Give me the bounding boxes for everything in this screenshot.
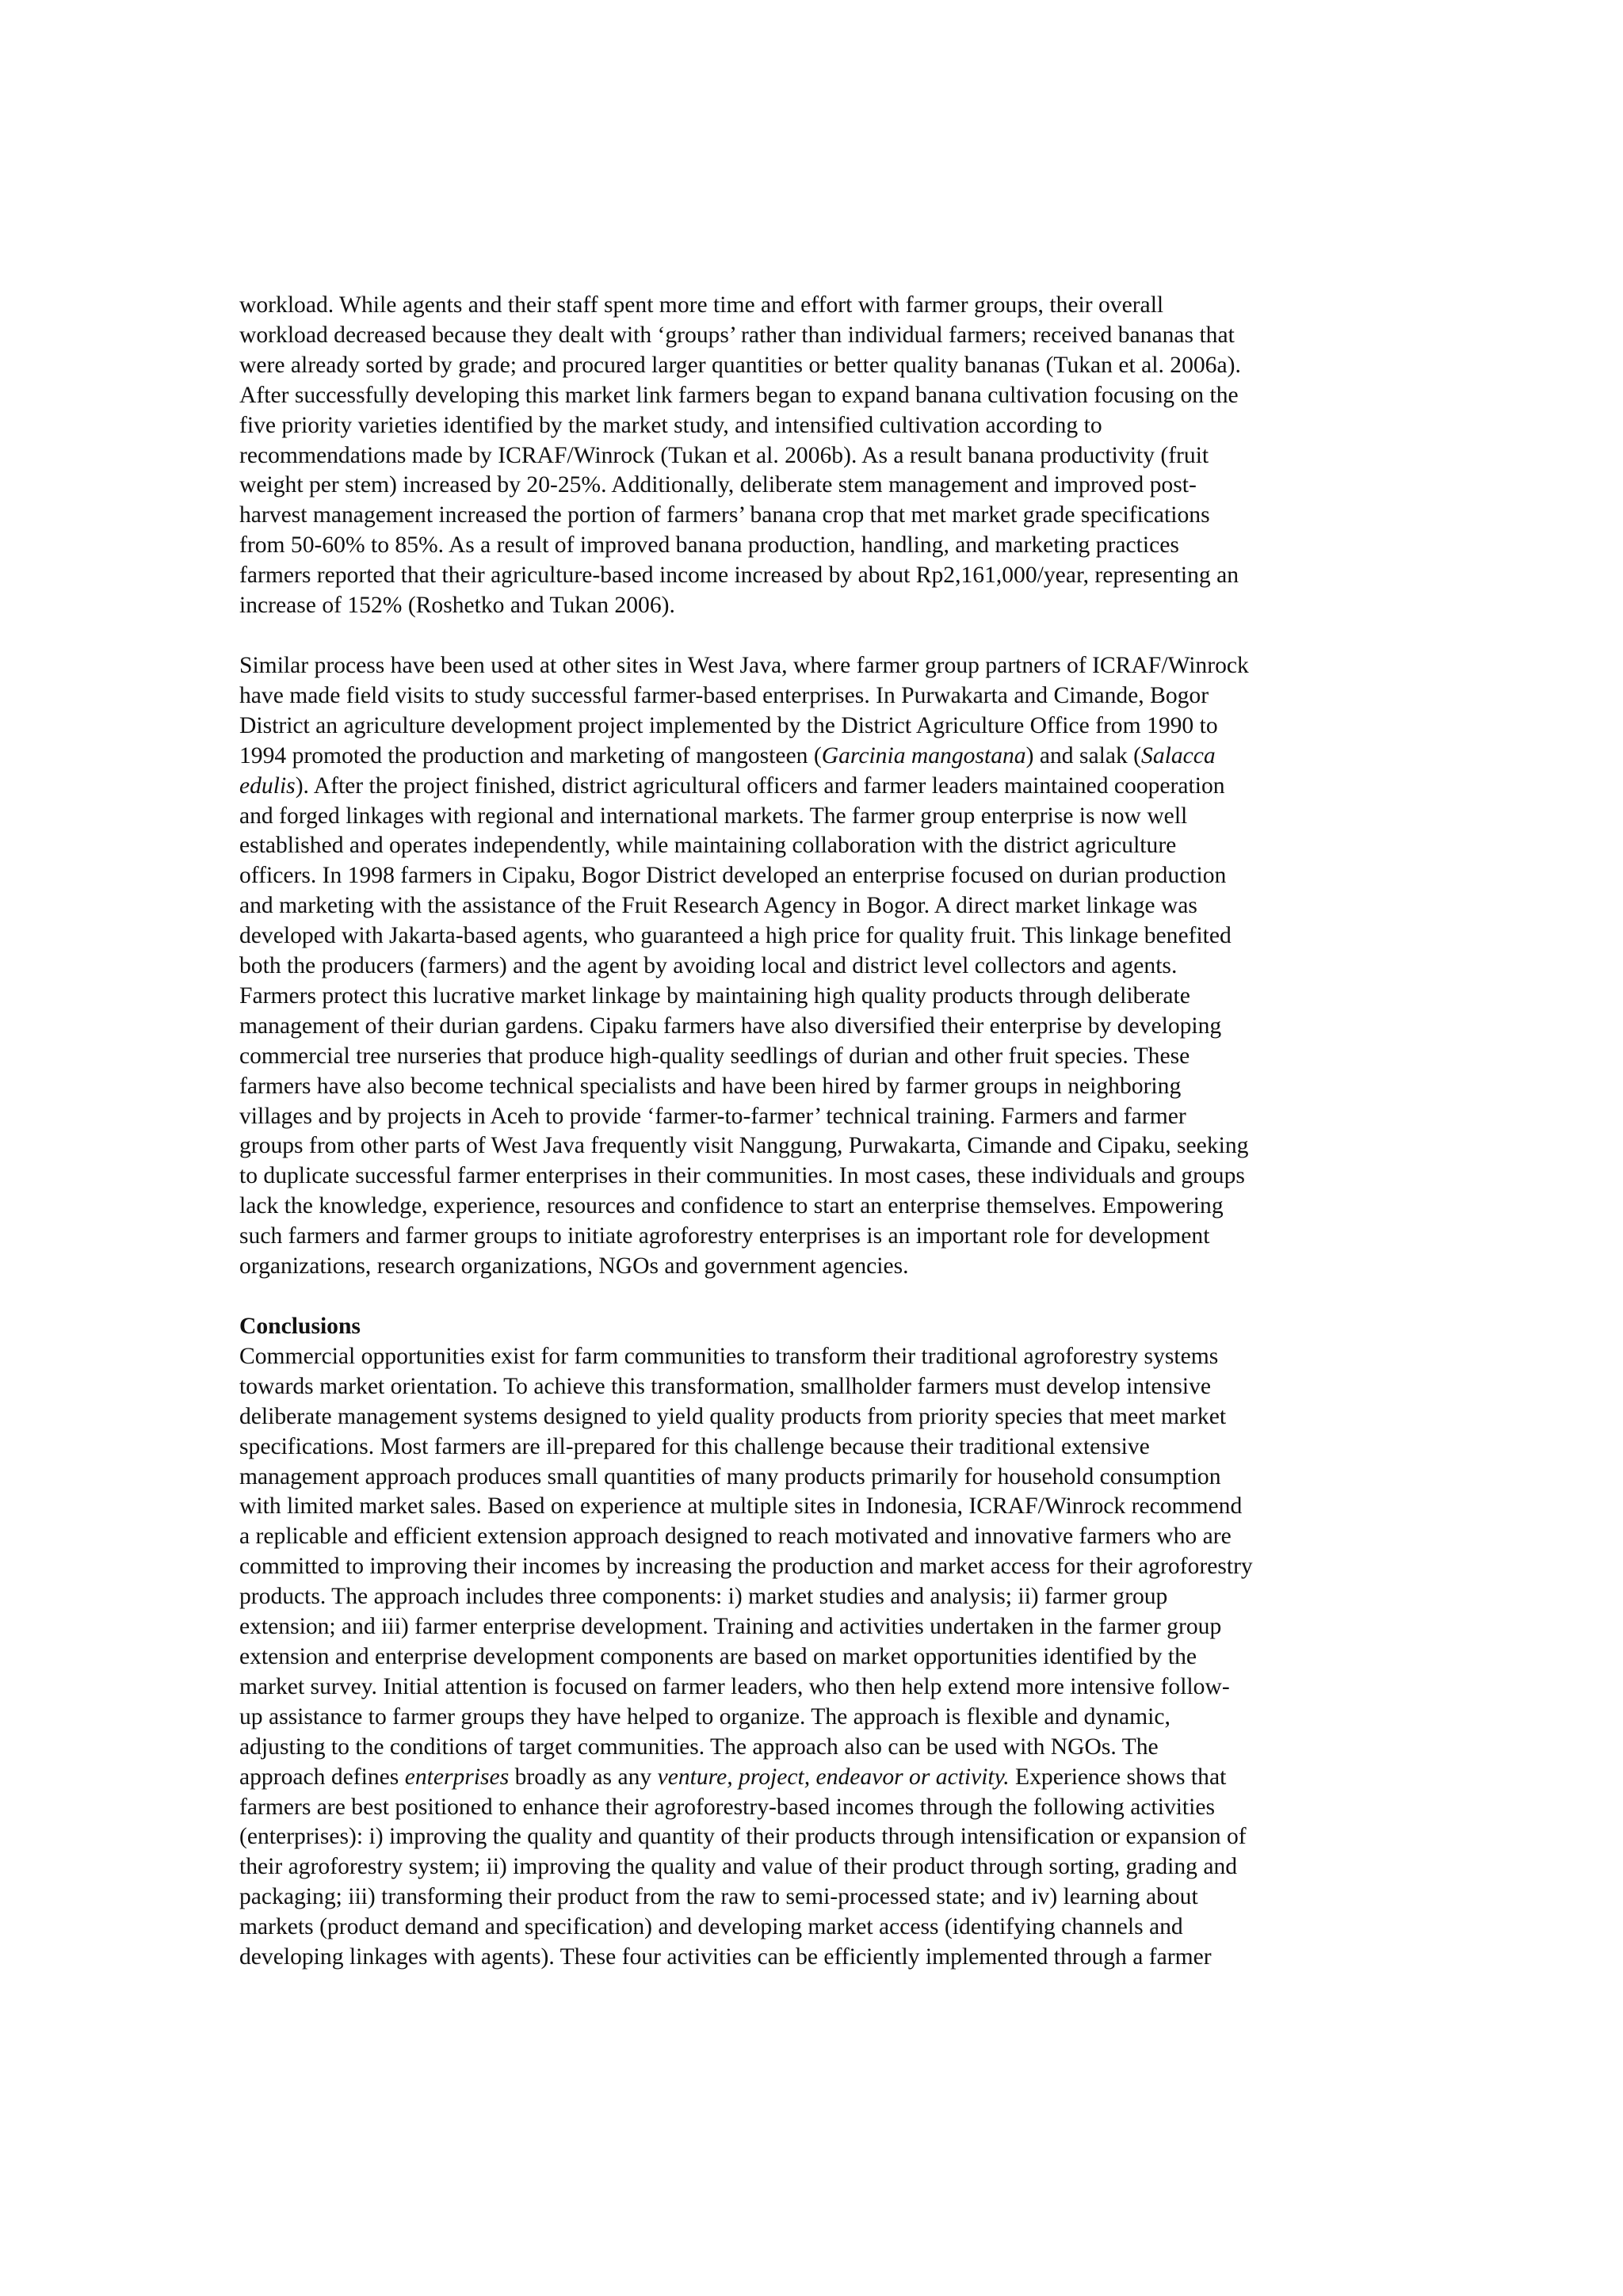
text-line: After successfully developing this market link farmers began to expand banana cultivation focusing on the [239, 382, 1239, 408]
text-line: have made field visits to study successful farmer-based enterprises. In Purwakarta and Cimande, Bogor [239, 682, 1209, 708]
text-line: groups from other parts of West Java frequently visit Nanggung, Purwakarta, Cimande and Cipaku, seeking [239, 1133, 1249, 1159]
text-line: Similar process have been used at other sites in West Java, where farmer group partners of ICRAF/Winrock [239, 652, 1249, 678]
text-line: five priority varieties identified by the market study, and intensified cultivation according to [239, 412, 1102, 438]
text-line: such farmers and farmer groups to initiate agroforestry enterprises is an important role for development [239, 1223, 1210, 1249]
text-line: officers. In 1998 farmers in Cipaku, Bogor District developed an enterprise focused on durian production [239, 863, 1227, 889]
text-line: and marketing with the assistance of the Fruit Research Agency in Bogor. A direct market linkage was [239, 893, 1197, 919]
text-line: villages and by projects in Aceh to provide ‘farmer-to-farmer’ technical training. Farmers and farmer [239, 1103, 1186, 1129]
text-line: workload. While agents and their staff spent more time and effort with farmer groups, their overall [239, 292, 1164, 318]
paragraph-gap [239, 1282, 1388, 1312]
text-line [239, 742, 1388, 772]
species-name-mangosteen: Garcinia mangostana [821, 742, 1026, 769]
text-run: 1994 promoted the production and marketing of mangosteen ( [239, 742, 822, 769]
italic-term-definition: venture, project, endeavor or activity. [657, 1764, 1010, 1790]
text-line: deliberate management systems designed to yield quality products from priority species that meet market [239, 1403, 1227, 1429]
text-line: weight per stem) increased by 20-25%. Additionally, deliberate stem management and improved post- [239, 472, 1197, 498]
document-page [239, 291, 1388, 1973]
text-line: harvest management increased the portion of farmers’ banana crop that met market grade specifications [239, 502, 1210, 528]
text-line: up assistance to farmer groups they have helped to organize. The approach is flexible and dynamic, [239, 1703, 1170, 1730]
text-line: with limited market sales. Based on experience at multiple sites in Indonesia, ICRAF/Winrock recommend [239, 1493, 1243, 1520]
paragraph-conclusions [239, 1342, 1388, 1973]
text-line: Commercial opportunities exist for farm communities to transform their traditional agroforestry systems [239, 1343, 1219, 1369]
text-line: both the producers (farmers) and the agent by avoiding local and district level collectors and agents. [239, 953, 1178, 979]
section-heading-conclusions: Conclusions [239, 1314, 361, 1339]
text-line: committed to improving their incomes by increasing the production and market access for their agroforestry [239, 1554, 1253, 1580]
text-line: extension and enterprise development components are based on market opportunities identified by the [239, 1643, 1197, 1669]
text-line: established and operates independently, while maintaining collaboration with the district agriculture [239, 833, 1177, 859]
text-line: markets (product demand and specification) and developing market access (identifying channels and [239, 1914, 1183, 1940]
text-line: workload decreased because they dealt with ‘groups’ rather than individual farmers; received bananas that [239, 322, 1235, 348]
text-line: farmers are best positioned to enhance their agroforestry-based incomes through the following activities [239, 1794, 1216, 1820]
text-line: were already sorted by grade; and procured larger quantities or better quality bananas (Tukan et al. 2006a). [239, 352, 1241, 378]
text-line: Farmers protect this lucrative market linkage by maintaining high quality products through deliberate [239, 982, 1190, 1009]
text-run: Experience shows that [1009, 1764, 1227, 1790]
text-line: adjusting to the conditions of target communities. The approach also can be used with NGOs. The [239, 1733, 1159, 1760]
text-line: market survey. Initial attention is focused on farmer leaders, who then help extend more intensive follow- [239, 1673, 1230, 1699]
text-line: towards market orientation. To achieve this transformation, smallholder farmers must develop intensive [239, 1373, 1212, 1399]
text-line: a replicable and efficient extension approach designed to reach motivated and innovative farmers who are [239, 1524, 1232, 1550]
text-line [239, 1763, 1388, 1793]
text-line: from 50-60% to 85%. As a result of improved banana production, handling, and marketing practices [239, 532, 1179, 559]
text-line: (enterprises): i) improving the quality and quantity of their products through intensification or expansion of [239, 1824, 1247, 1850]
text-line: products. The approach includes three components: i) market studies and analysis; ii) farmer group [239, 1584, 1168, 1610]
text-line: specifications. Most farmers are ill-prepared for this challenge because their traditional extensive [239, 1433, 1150, 1459]
species-name-salak-epithet: edulis [239, 772, 296, 799]
text-line: District an agriculture development project implemented by the District Agriculture Office from 1990 to [239, 712, 1218, 738]
paragraph-west-java [239, 651, 1388, 1282]
text-line: packaging; iii) transforming their product from the raw to semi-processed state; and iv) learning about [239, 1884, 1198, 1910]
paragraph-gap [239, 621, 1388, 651]
text-run: ). After the project finished, district agricultural officers and farmer leaders maintained cooperation [295, 772, 1225, 799]
text-line: to duplicate successful farmer enterprises in their communities. In most cases, these individuals and groups [239, 1163, 1245, 1189]
text-line: developed with Jakarta-based agents, who guaranteed a high price for quality fruit. This linkage benefited [239, 923, 1232, 949]
text-run: broadly as any [509, 1764, 658, 1790]
text-line: farmers have also become technical specialists and have been hired by farmer groups in neighboring [239, 1073, 1182, 1099]
text-line: increase of 152% (Roshetko and Tukan 2006). [239, 593, 675, 619]
text-line: commercial tree nurseries that produce high-quality seedlings of durian and other fruit species. These [239, 1043, 1190, 1069]
text-run: approach defines [239, 1764, 405, 1790]
italic-term-enterprises: enterprises [404, 1764, 510, 1790]
text-line: their agroforestry system; ii) improving the quality and value of their product through sorting, grading and [239, 1854, 1238, 1880]
text-line: recommendations made by ICRAF/Winrock (Tukan et al. 2006b). As a result banana productivity (fruit [239, 442, 1209, 468]
text-line: lack the knowledge, experience, resources and confidence to start an enterprise themselves. Empowering [239, 1193, 1224, 1219]
text-line: extension; and iii) farmer enterprise development. Training and activities undertaken in the farmer group [239, 1614, 1222, 1640]
text-line: farmers reported that their agriculture-based income increased by about Rp2,161,000/year, representing an [239, 563, 1239, 589]
paragraph-banana-market [239, 291, 1388, 621]
text-line: and forged linkages with regional and international markets. The farmer group enterprise is now well [239, 803, 1188, 829]
text-line: developing linkages with agents). These four activities can be efficiently implemented through a farmer [239, 1944, 1212, 1970]
text-line: management approach produces small quantities of many products primarily for household consumption [239, 1463, 1221, 1489]
text-line: management of their durian gardens. Cipaku farmers have also diversified their enterprise by developing [239, 1013, 1222, 1039]
text-line [239, 772, 1388, 802]
species-name-salak-genus: Salacca [1141, 742, 1216, 769]
text-line: organizations, research organizations, NGOs and government agencies. [239, 1253, 909, 1280]
text-run: ) and salak ( [1025, 742, 1142, 769]
